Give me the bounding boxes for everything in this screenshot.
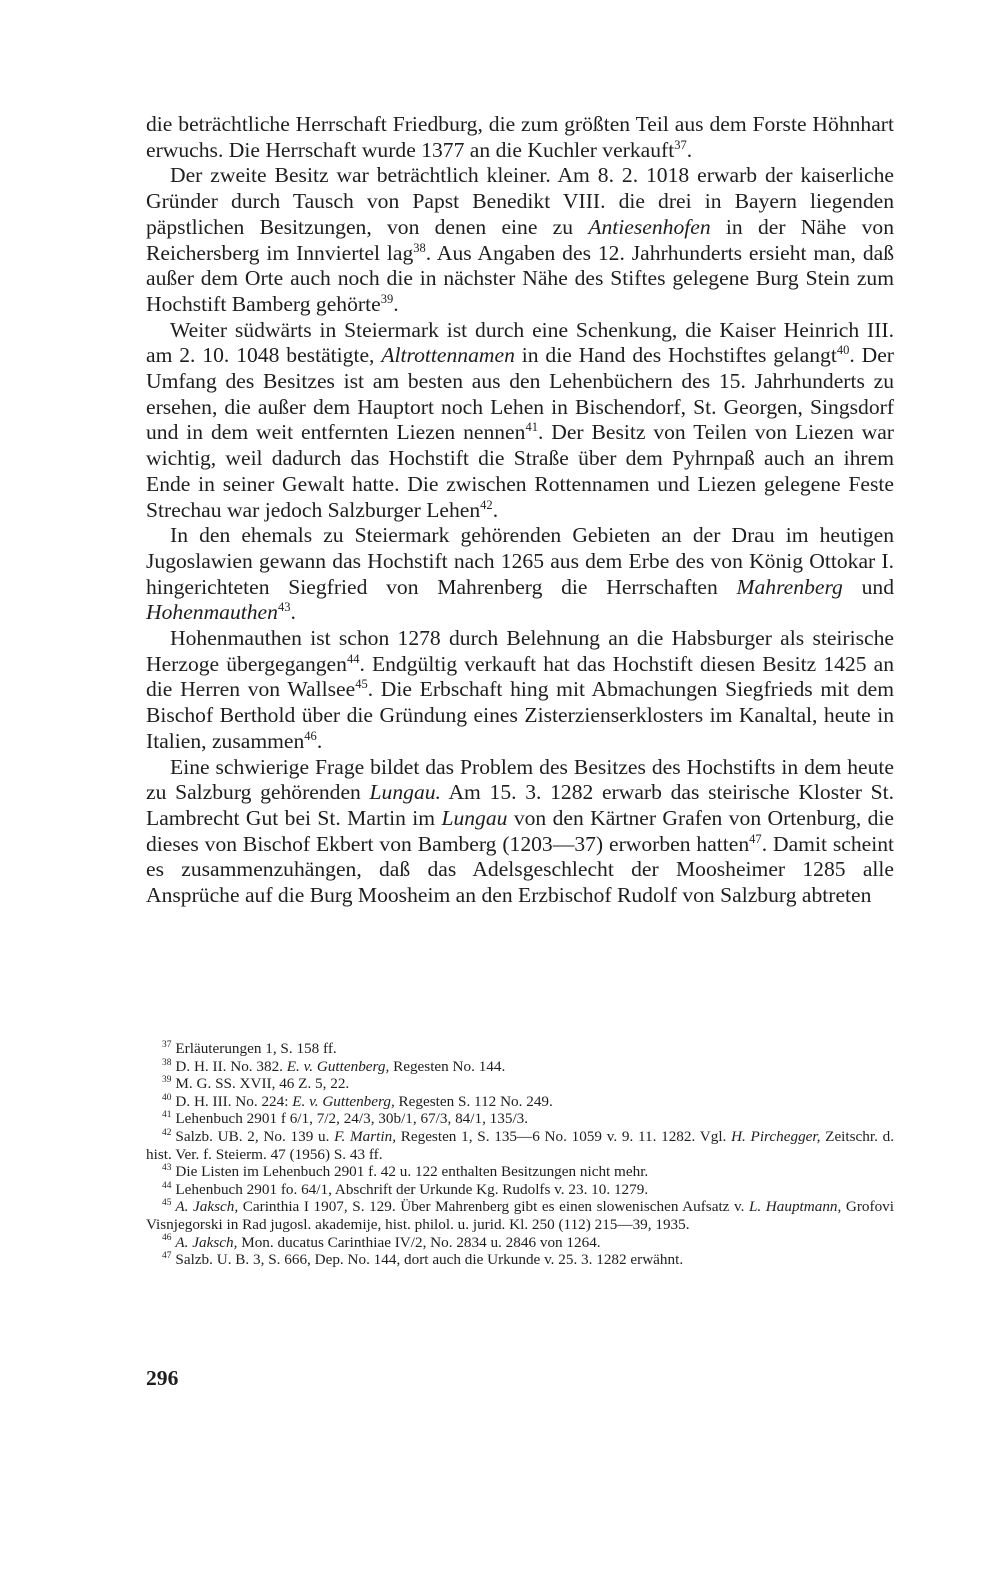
italic-text: Altrottennamen — [381, 343, 515, 368]
text-run: . Der Besitz von Teilen von Liezen war wichtig, weil dadurch das Hochstift die Straße über dem Pyhrnpaß auch an ihrem Ende in seiner Gewalt hatte. Die zwischen Rottennamen und Liezen gelegene Feste Strechau war jedoch Salzburger Lehen — [146, 420, 894, 522]
paragraph — [146, 318, 894, 524]
paragraph — [146, 112, 894, 163]
italic-text: F. Martin, — [334, 1127, 396, 1145]
text-run: . — [492, 497, 499, 522]
footnote — [146, 1234, 894, 1252]
text-run: Die Listen im Lehenbuch 2901 f. 42 u. 122 enthalten Besitzungen nicht mehr. — [175, 1163, 649, 1181]
text-run: Zeitschr. d. hist. Ver. f. Steierm. 47 (1956) S. 43 ff. — [146, 1127, 895, 1163]
footnote-reference: 39 — [380, 291, 394, 306]
text-run: Hohenmauthen ist schon 1278 durch Belehnung an die Habsburger als steirische Herzoge übergegangen — [146, 626, 894, 676]
footnote — [146, 1093, 894, 1111]
footnote-number: 37 — [162, 1039, 172, 1050]
text-run: . Damit scheint es zusammenzuhängen, daß das Adelsgeschlecht der Moosheimer 1285 alle Ansprüche auf die Burg Moosheim an den Erzbischof Rudolf von Salzburg abtreten — [146, 831, 894, 908]
footnote-number: 44 — [162, 1180, 172, 1191]
italic-text: Lungau — [441, 805, 508, 830]
paragraph — [146, 523, 894, 626]
text-run: Am 15. 3. 1282 erwarb das steirische Kloster St. Lambrecht Gut bei St. Martin im — [146, 780, 894, 830]
page-number: 296 — [146, 1366, 179, 1390]
footnote-reference: 37 — [674, 137, 687, 152]
footnote-reference: 47 — [749, 831, 762, 846]
footnote — [146, 1251, 894, 1269]
italic-text: A. Jaksch, — [175, 1233, 238, 1251]
text-run: D. H. II. No. 382. — [175, 1057, 287, 1075]
text-run: Eine schwierige Frage bildet das Problem des Besitzes des Hochstifts in dem heute zu Salzburg gehörenden — [146, 754, 894, 805]
text-run: von den Kärtner Grafen von Ortenburg, die dieses von Bischof Ekbert von Bamberg (1203—37) erworben hatten — [146, 805, 894, 856]
text-run: die beträchtliche Herrschaft Friedburg, die zum größten Teil aus dem Forste Höhnhart erwuchs. Die Herrschaft wurde 1377 an die Kuchler verkauft — [146, 112, 894, 162]
text-run: Der zweite Besitz war beträchtlich kleiner. Am 8. 2. 1018 erwarb der kaiserliche Gründer durch Tausch von Papst Benedikt VIII. die drei in Bayern liegenden päpstlichen Besitzungen, von denen eine zu — [146, 163, 894, 239]
text-run: . Endgültig verkauft hat das Hochstift diesen Besitz 1425 an die Herren von Wallsee — [146, 651, 894, 702]
text-run: Regesten 1, S. 135—6 No. 1059 v. 9. 11. 1282. Vgl. — [396, 1127, 732, 1145]
text-run: in die Hand des Hochstiftes gelangt — [514, 343, 837, 368]
text-run: . — [686, 137, 693, 162]
text-run: . — [316, 728, 323, 753]
footnote — [146, 1198, 894, 1233]
text-run: Weiter südwärts in Steiermark ist durch eine Schenkung, die Kaiser Heinrich III. am 2. 10. 1048 bestätigte, — [146, 317, 894, 368]
footnote-number: 47 — [162, 1251, 172, 1262]
text-run: Salzb. UB. 2, No. 139 u. — [175, 1127, 335, 1145]
italic-text: Hohenmauthen — [146, 600, 278, 625]
text-run: in der Nähe von Reichersberg im Innviertel lag — [146, 214, 894, 265]
footnote-reference: 42 — [480, 497, 493, 512]
footnote — [146, 1181, 894, 1199]
text-run: D. H. III. No. 224: — [175, 1092, 293, 1110]
text-run: Regesten S. 112 No. 249. — [394, 1092, 553, 1110]
footnote — [146, 1128, 894, 1163]
footnote-number: 45 — [162, 1198, 172, 1209]
text-run: M. G. SS. XVII, 46 Z. 5, 22. — [175, 1075, 350, 1093]
italic-text: H. Pirchegger, — [731, 1127, 821, 1145]
italic-text: Lungau. — [369, 780, 441, 805]
text-run: und — [842, 574, 894, 599]
text-run: Carinthia I 1907, S. 129. Über Mahrenberg gibt es einen slowenischen Aufsatz v. — [238, 1198, 749, 1216]
footnote-number: 42 — [162, 1127, 172, 1138]
text-run: Lehenbuch 2901 f 6/1, 7/2, 24/3, 30b/1, 67/3, 84/1, 135/3. — [175, 1110, 529, 1128]
text-run: . Die Erbschaft hing mit Abmachungen Siegfrieds mit dem Bischof Berthold über die Gründung eines Zisterzienserklosters im Kanaltal, heute in Italien, zusammen — [146, 677, 894, 753]
footnote-number: 38 — [162, 1057, 172, 1068]
text-run: Regesten No. 144. — [389, 1057, 506, 1075]
footnote-reference: 40 — [836, 343, 850, 358]
footnote-number: 40 — [162, 1092, 172, 1103]
italic-text: L. Hauptmann, — [748, 1198, 842, 1216]
text-run: Lehenbuch 2901 fo. 64/1, Abschrift der Urkunde Kg. Rudolfs v. 23. 10. 1279. — [175, 1180, 649, 1198]
footnote — [146, 1058, 894, 1076]
text-run: . — [290, 600, 296, 625]
footnote-number: 41 — [162, 1110, 172, 1121]
paragraph — [146, 163, 894, 317]
footnote — [146, 1110, 894, 1128]
body-text — [146, 112, 894, 909]
footnote-reference: 45 — [355, 677, 368, 692]
text-run: . — [393, 291, 399, 316]
footnote — [146, 1163, 894, 1181]
text-run: In den ehemals zu Steiermark gehörenden Gebieten an der Drau im heutigen Jugoslawien gewann das Hochstift nach 1265 aus dem Erbe des von König Ottokar I. hingerichteten Siegfried von Mahrenberg die Herrschaften — [146, 523, 894, 599]
footnote-reference: 38 — [413, 240, 426, 255]
footnote-reference: 41 — [525, 420, 538, 435]
text-run: . Aus Angaben des 12. Jahrhunderts ersieht man, daß außer dem Orte auch noch die in nächster Nähe des Stiftes gelegene Burg Stein zum Hochstift Bamberg gehörte — [146, 240, 894, 316]
footnote — [146, 1040, 894, 1058]
text-run: Erläuterungen 1, S. 158 ff. — [175, 1040, 337, 1057]
italic-text: Mahrenberg — [736, 574, 843, 599]
footnote-number: 46 — [162, 1233, 172, 1244]
footnote-number: 43 — [162, 1163, 172, 1174]
footnote-number: 39 — [162, 1075, 172, 1086]
italic-text: E. v. Guttenberg, — [292, 1092, 395, 1110]
text-run: . Der Umfang des Besitzes ist am besten aus den Lehenbüchern des 15. Jahrhunderts zu ersehen, die außer dem Hauptort noch Lehen in Bischendorf, St. Georgen, Singsdorf und in dem weit entfernten Liezen nennen — [146, 343, 894, 445]
italic-text: A. Jaksch, — [175, 1198, 239, 1216]
paragraph — [146, 626, 894, 755]
text-run: Mon. ducatus Carinthiae IV/2, No. 2834 u. 2846 von 1264. — [237, 1233, 601, 1251]
footnote-reference: 46 — [304, 728, 317, 743]
italic-text: Antiesenhofen — [588, 214, 711, 239]
paragraph — [146, 755, 894, 909]
footnotes — [146, 1040, 894, 1269]
footnote — [146, 1075, 894, 1093]
footnote-reference: 43 — [277, 600, 291, 615]
footnote-reference: 44 — [346, 651, 360, 666]
text-run: Salzb. U. B. 3, S. 666, Dep. No. 144, dort auch die Urkunde v. 25. 3. 1282 erwähnt. — [175, 1251, 684, 1269]
text-run: Grofovi Visnjegorski in Rad jugosl. akademije, hist. philol. u. jurid. Kl. 250 (112) 215—39, 1935. — [146, 1198, 894, 1233]
italic-text: E. v. Guttenberg, — [286, 1057, 390, 1075]
